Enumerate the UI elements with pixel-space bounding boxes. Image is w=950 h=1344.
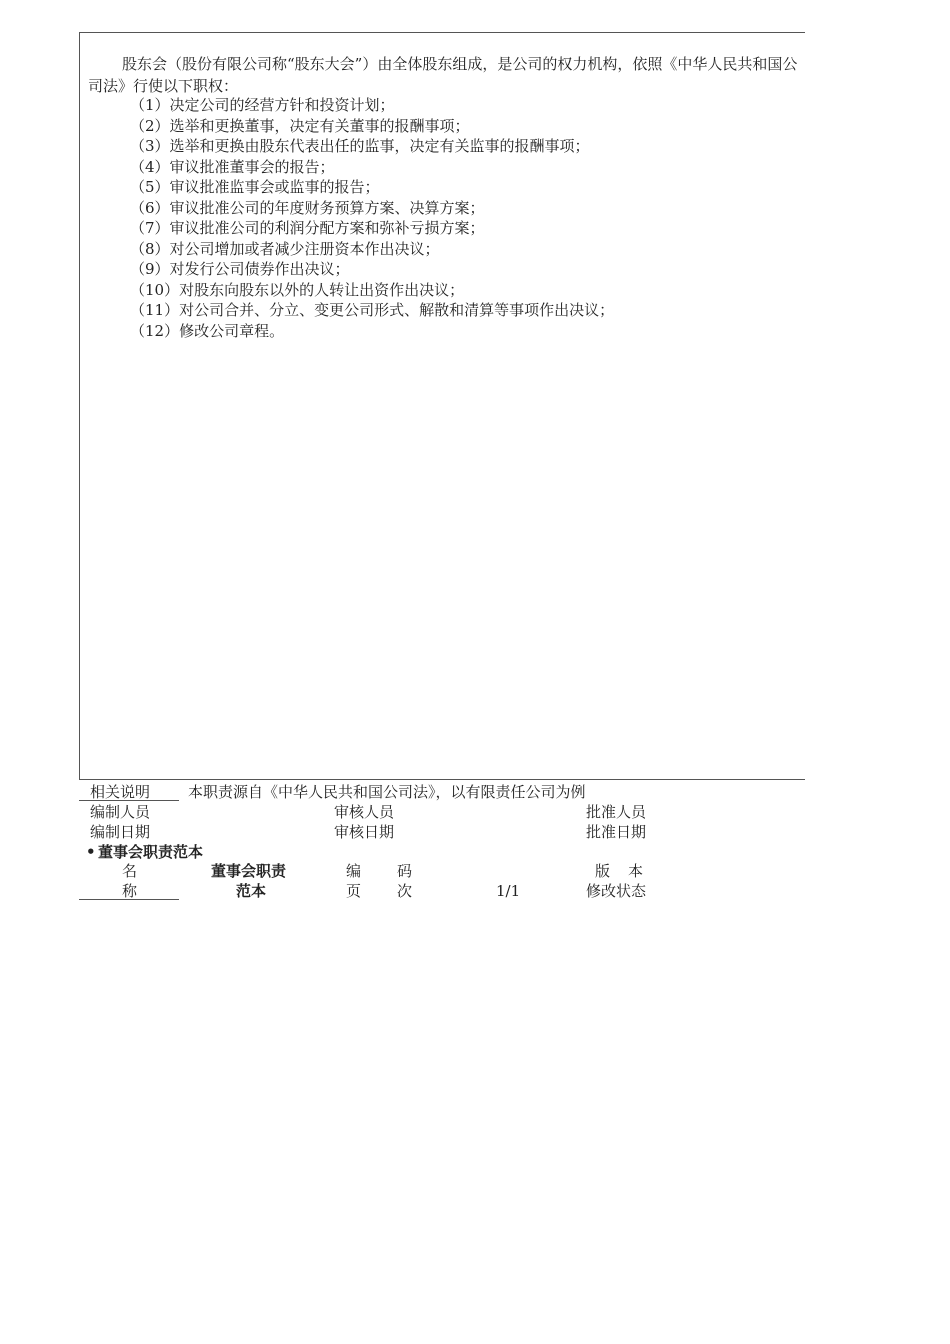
list-item: （2）选举和更换董事，决定有关董事的报酬事项； (130, 116, 470, 135)
revision-label: 修改状态 (586, 882, 647, 900)
version-label-left: 版 (595, 862, 611, 880)
intro-paragraph: 股东会（股份有限公司称“股东大会”）由全体股东组成，是公司的权力机构，依照《中华人民共和国公司法》行使以下职权： (88, 55, 798, 95)
approved-date-label: 批准日期 (586, 823, 647, 841)
list-item: （6）审议批准公司的年度财务预算方案、决算方案； (130, 198, 485, 217)
list-item: （11）对公司合并、分立、变更公司形式、解散和清算等事项作出决议； (130, 301, 615, 319)
list-item: （10）对股东向股东以外的人转让出资作出决议； (130, 280, 465, 299)
note-label: 相关说明 (90, 783, 151, 801)
prepared-date-label: 编制日期 (90, 823, 151, 841)
list-item: （4）审议批准董事会的报告； (130, 157, 335, 176)
list-item: （5）审议批准监事会或监事的报告； (130, 178, 380, 196)
name-label-top: 名 (122, 862, 138, 880)
section-title: 董事会职责范本 (98, 843, 204, 861)
version-label-right: 本 (628, 862, 644, 880)
list-item: （3）选举和更换由股东代表出任的监事，决定有关监事的报酬事项； (130, 137, 590, 155)
list-item: （12）修改公司章程。 (130, 321, 285, 340)
reviewed-date-label: 审核日期 (334, 823, 395, 841)
duty-list (130, 95, 614, 341)
bullet-icon: • (86, 843, 96, 861)
note-label-underline (79, 800, 179, 801)
note-text: 本职责源自《中华人民共和国公司法》，以有限责任公司为例 (188, 783, 586, 801)
list-item: （1）决定公司的经营方针和投资计划； (130, 96, 395, 114)
page-label-right: 次 (397, 882, 413, 900)
list-item: （8）对公司增加或者减少注册资本作出决议； (130, 239, 440, 258)
list-item: （7）审议批准公司的利润分配方案和弥补亏损方案； (130, 219, 485, 237)
approved-by-label: 批准人员 (586, 803, 647, 821)
list-item: （9）对发行公司债券作出决议； (130, 260, 350, 278)
name-value-top: 董事会职责 (211, 862, 287, 880)
code-label-left: 编 (346, 862, 362, 880)
duty-content-box (79, 32, 805, 780)
reviewed-by-label: 审核人员 (334, 803, 395, 821)
name-value-bottom: 范本 (236, 882, 267, 900)
prepared-by-label: 编制人员 (90, 803, 151, 821)
name-label-bottom: 称 (122, 882, 138, 900)
page-value: 1/1 (496, 882, 521, 900)
page-label-left: 页 (346, 882, 362, 900)
code-label-right: 码 (397, 862, 413, 880)
name-label-underline (79, 899, 179, 900)
